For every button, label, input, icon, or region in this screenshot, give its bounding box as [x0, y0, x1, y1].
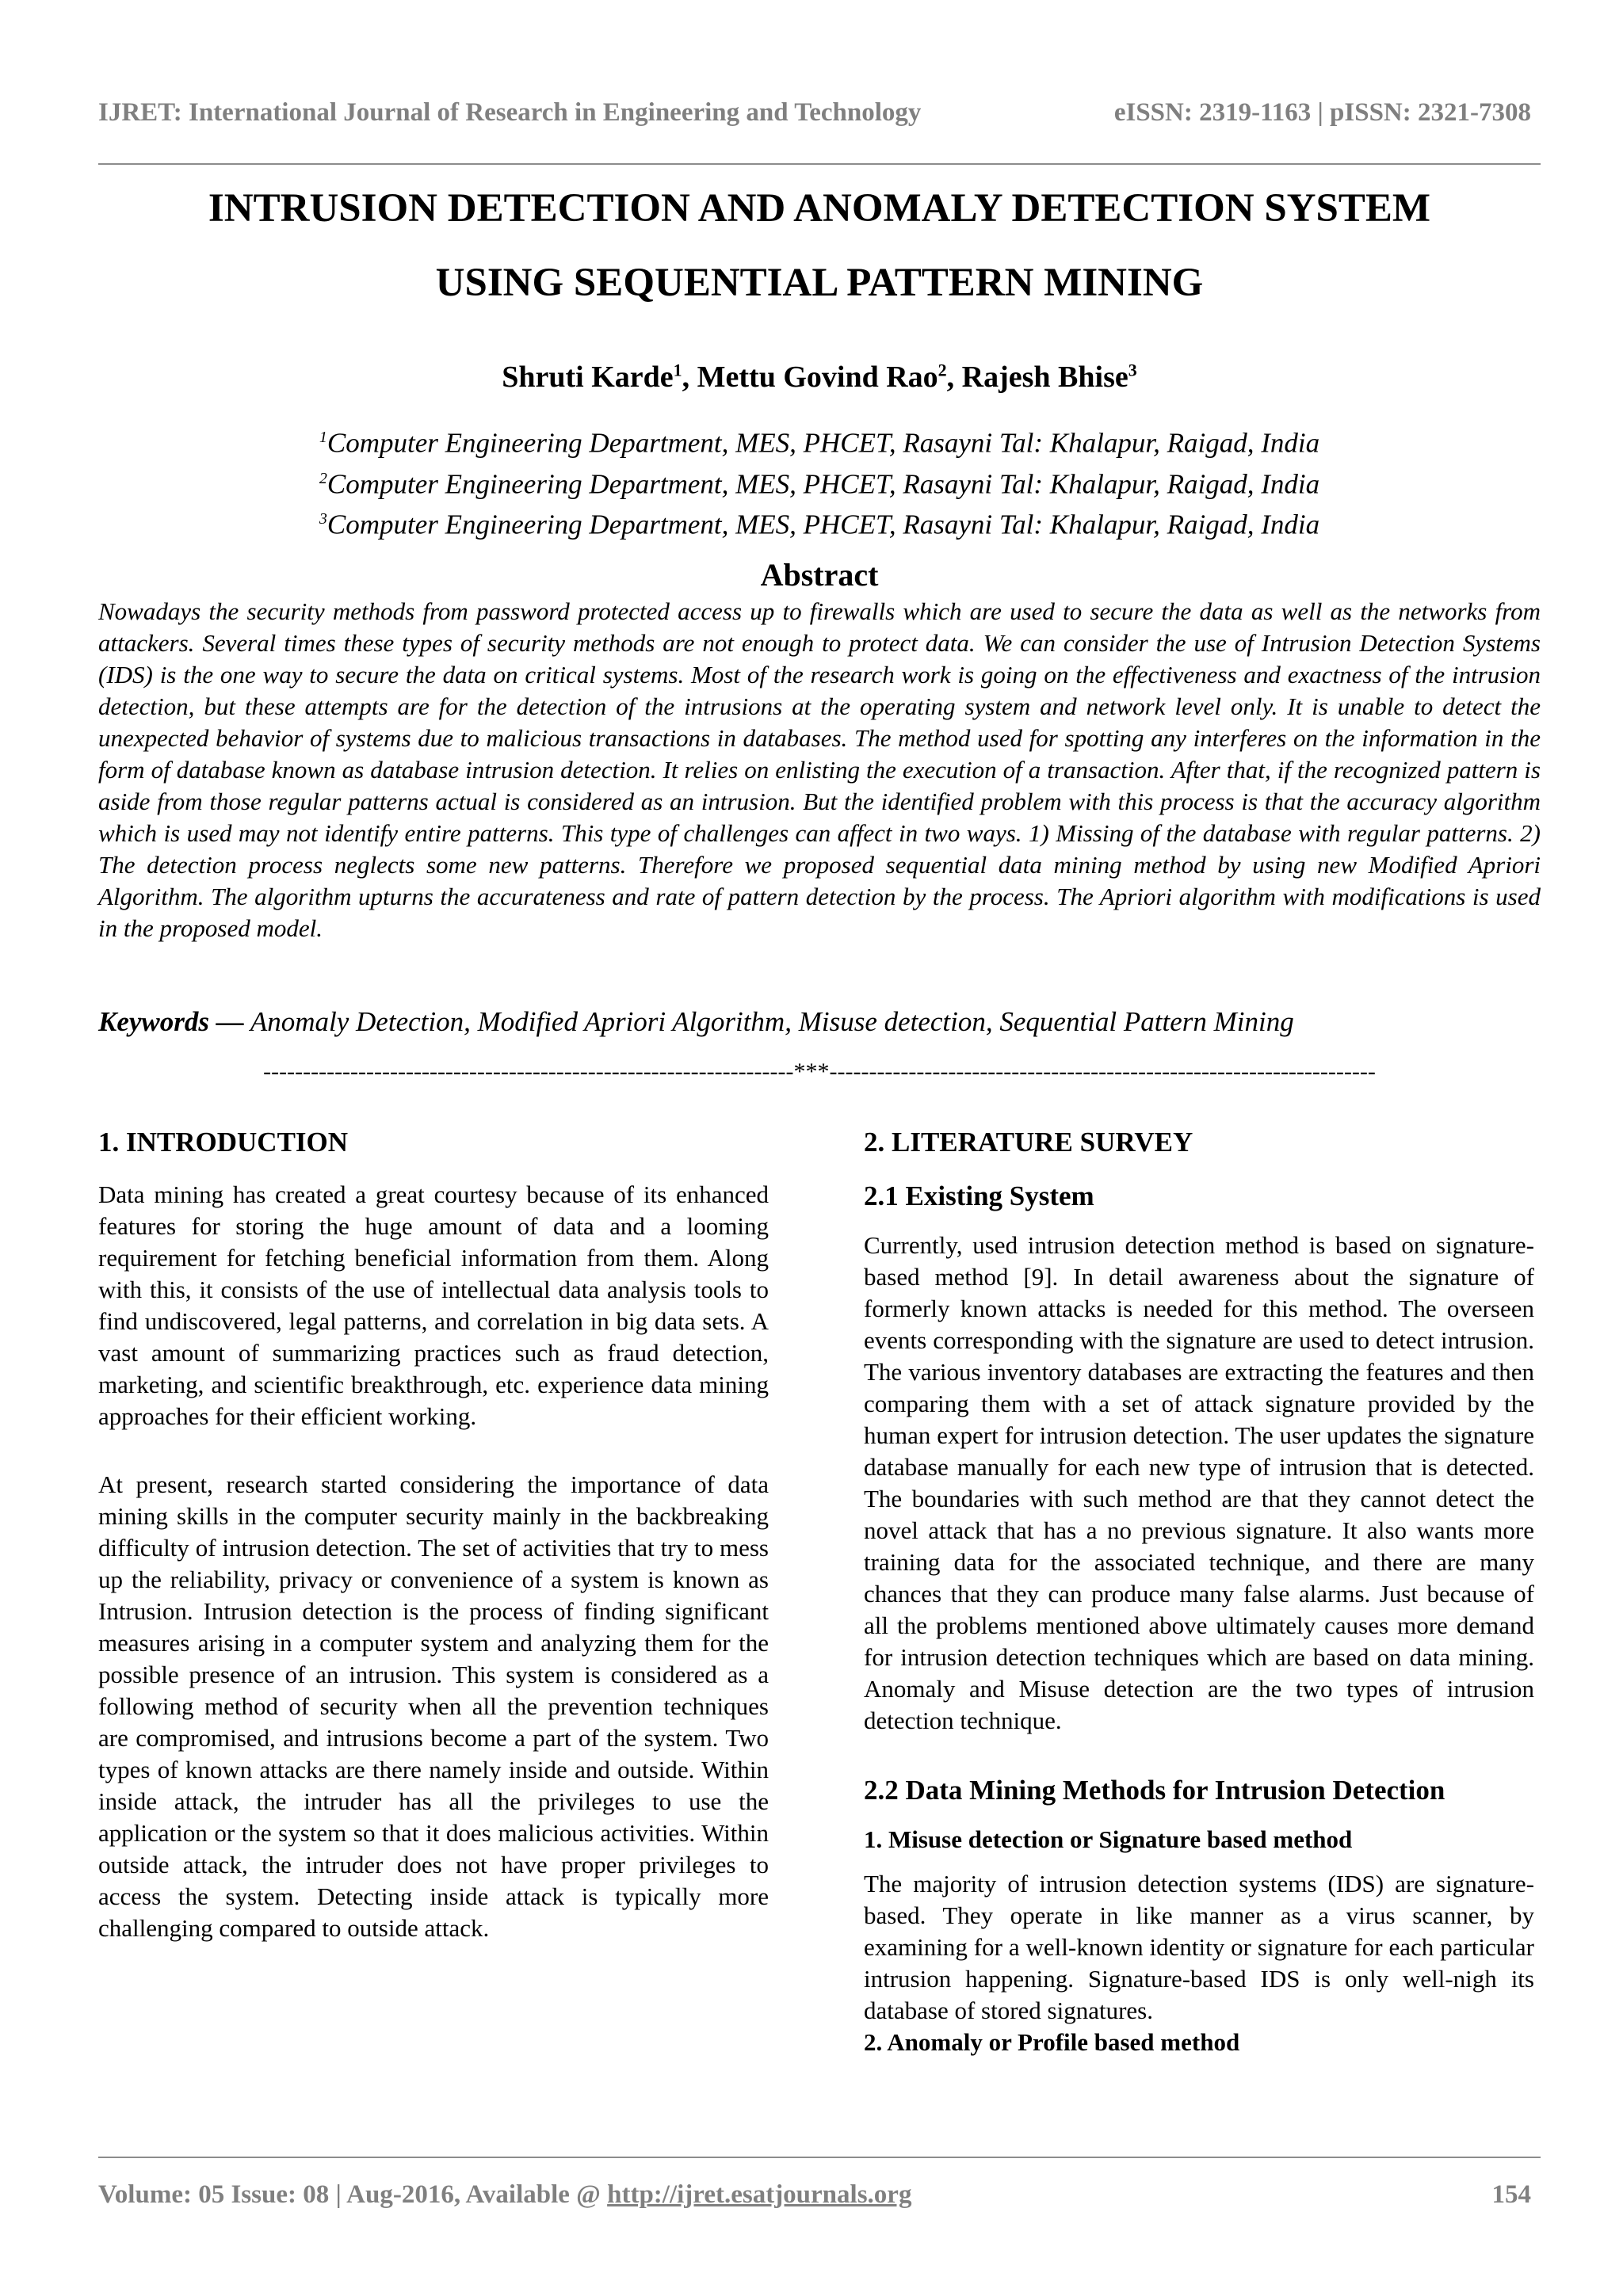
paper-title [98, 171, 1541, 320]
footer-rule [98, 2157, 1541, 2158]
affiliation-2-mark: 2 [319, 469, 327, 487]
footer-volume: Volume: 05 Issue: 08 | Aug-2016, Available @ [98, 2180, 608, 2209]
left-column [98, 1125, 769, 1944]
affiliation-1-mark: 1 [319, 429, 327, 446]
author-3-mark: 3 [1128, 360, 1137, 380]
journal-name: IJRET: International Journal of Research in Engineering and Technology [98, 98, 922, 127]
affiliation-3-mark: 3 [319, 510, 327, 528]
affiliation-2-text: Computer Engineering Department, MES, PHCET, Rasayni Tal: Khalapur, Raigad, India [327, 468, 1320, 500]
data-mining-methods-heading: 2.2 Data Mining Methods for Intrusion Detection [864, 1775, 1445, 1806]
affiliation-2 [98, 461, 1541, 502]
introduction-paragraph-2: At present, research started considering the importance of data mining skills in the computer security mainly in the backbreaking difficulty of intrusion detection. The set of activities that try to mess up the reliability, privacy or convenience of a system is known as Intrusion. Intrusion detection is the process of finding significant measures arising in a computer system and analyzing them for the possible presence of an intrusion. This system is considered as a following method of security when all the prevention techniques are compromised, and intrusions become a part of the system. Two types of known attacks are there namely inside and outside. Within inside attack, the intruder has all the privileges to use the application or the system so that it does malicious activities. Within outside attack, the intruder does not have proper privileges to access the system. Detecting inside attack is typically more challenging compared to outside attack. [98, 1470, 769, 1942]
journal-header [98, 98, 1531, 135]
author-3: Rajesh Bhise [961, 360, 1128, 394]
literature-survey-heading: 2. LITERATURE SURVEY [864, 1127, 1193, 1158]
author-2: Mettu Govind Rao [697, 360, 938, 394]
abstract-heading: Abstract [760, 557, 879, 593]
page-footer [98, 2180, 1531, 2210]
affiliation-1-text: Computer Engineering Department, MES, PHCET, Rasayni Tal: Khalapur, Raigad, India [327, 427, 1320, 459]
abstract-text: Nowadays the security methods from password protected access up to firewalls which are used to secure the data as well as the networks from attackers. Several times these types of security methods are not enough to protect data. We can consider the use of Intrusion Detection Systems (IDS) is the one way to secure the data on critical systems. Most of the research work is going on the effectiveness and exactness of the intrusion detection, but these attempts are for the detection of the intrusions at the operating system and network level only. It is unable to detect the unexpected behavior of systems due to malicious transactions in databases. The method used for spotting any interferes on the information in the form of database known as database intrusion detection. It relies on enlisting the execution of a transaction. After that, if the recognized pattern is aside from those regular patterns actual is considered as an intrusion. But the identified problem with this process is that the accuracy algorithm which is used may not identify entire patterns. This type of challenges can affect in two ways. 1) Missing of the database with regular patterns. 2) The detection process neglects some new patterns. Therefore we proposed sequential data mining method by using new Modified Apriori Algorithm. The algorithm upturns the accurateness and rate of pattern detection by the process. The Apriori algorithm with modifications is used in the proposed model. [98, 597, 1541, 942]
introduction-paragraph-1: Data mining has created a great courtesy because of its enhanced features for storing the huge amount of data and a looming requirement for fetching beneficial information from them. Along with this, it consists of the use of intellectual data analysis tools to find undiscovered, legal patterns, and correlation in big data sets. A vast amount of summarizing practices such as fraud detection, marketing, and scientific breakthrough, etc. experience data mining approaches for their efficient working. [98, 1180, 769, 1430]
page-number: 154 [1491, 2180, 1531, 2209]
author-1-mark: 1 [673, 360, 682, 380]
affiliation-1 [98, 420, 1541, 461]
header-rule [98, 163, 1541, 165]
right-column [864, 1125, 1534, 2071]
misuse-detection-heading: 1. Misuse detection or Signature based method [864, 1825, 1353, 1853]
misuse-detection-paragraph: The majority of intrusion detection systems (IDS) are signature-based. They operate in like manner as a virus scanner, by examining for a well-known identity or signature for each particular intrusion happening. Signature-based IDS is only well-nigh its database of stored signatures. [864, 1870, 1534, 2024]
footer-link[interactable]: http://ijret.esatjournals.org [607, 2180, 912, 2209]
affiliation-3 [98, 502, 1541, 543]
author-2-mark: 2 [938, 360, 947, 380]
existing-system-heading: 2.1 Existing System [864, 1180, 1094, 1211]
author-sep-2: , [946, 360, 962, 394]
title-line-2: USING SEQUENTIAL PATTERN MINING [435, 261, 1204, 305]
introduction-heading: 1. INTRODUCTION [98, 1127, 349, 1158]
section-separator: -------------------------------------------------------------------***--------------------------------------------------------------------- [263, 1058, 1376, 1085]
affiliation-3-text: Computer Engineering Department, MES, PHCET, Rasayni Tal: Khalapur, Raigad, India [327, 509, 1320, 540]
anomaly-detection-heading: 2. Anomaly or Profile based method [864, 2028, 1240, 2056]
author-sep-1: , [682, 360, 697, 394]
existing-system-paragraph: Currently, used intrusion detection method is based on signature-based method [9]. In detail awareness about the signature of formerly known attacks is needed for this method. The overseen events corresponding with the signature are used to detect intrusion. The various inventory databases are extracting the features and then comparing them with a set of attack signature provided by the human expert for intrusion detection. The user updates the signature database manually for each new type of intrusion that is detected. The boundaries with such method are that they cannot detect the novel attack that has a no previous signature. It also wants more training data for the associated technique, and there are many chances that they can produce many false alarms. Just because of all the problems mentioned above ultimately causes more demand for intrusion detection techniques which are based on data mining. Anomaly and Misuse detection are the two types of intrusion detection technique. [864, 1231, 1534, 1734]
journal-issn: eISSN: 2319-1163 | pISSN: 2321-7308 [1113, 98, 1531, 127]
affiliation-list [98, 420, 1541, 543]
title-line-1: INTRUSION DETECTION AND ANOMALY DETECTION SYSTEM [208, 186, 1431, 231]
keywords-text: Anomaly Detection, Modified Apriori Algorithm, Misuse detection, Sequential Pattern Mining [243, 1006, 1294, 1037]
keywords [98, 1006, 1541, 1038]
keywords-label: Keywords — [98, 1006, 244, 1037]
author-list [98, 360, 1541, 395]
author-1: Shruti Karde [502, 360, 674, 394]
